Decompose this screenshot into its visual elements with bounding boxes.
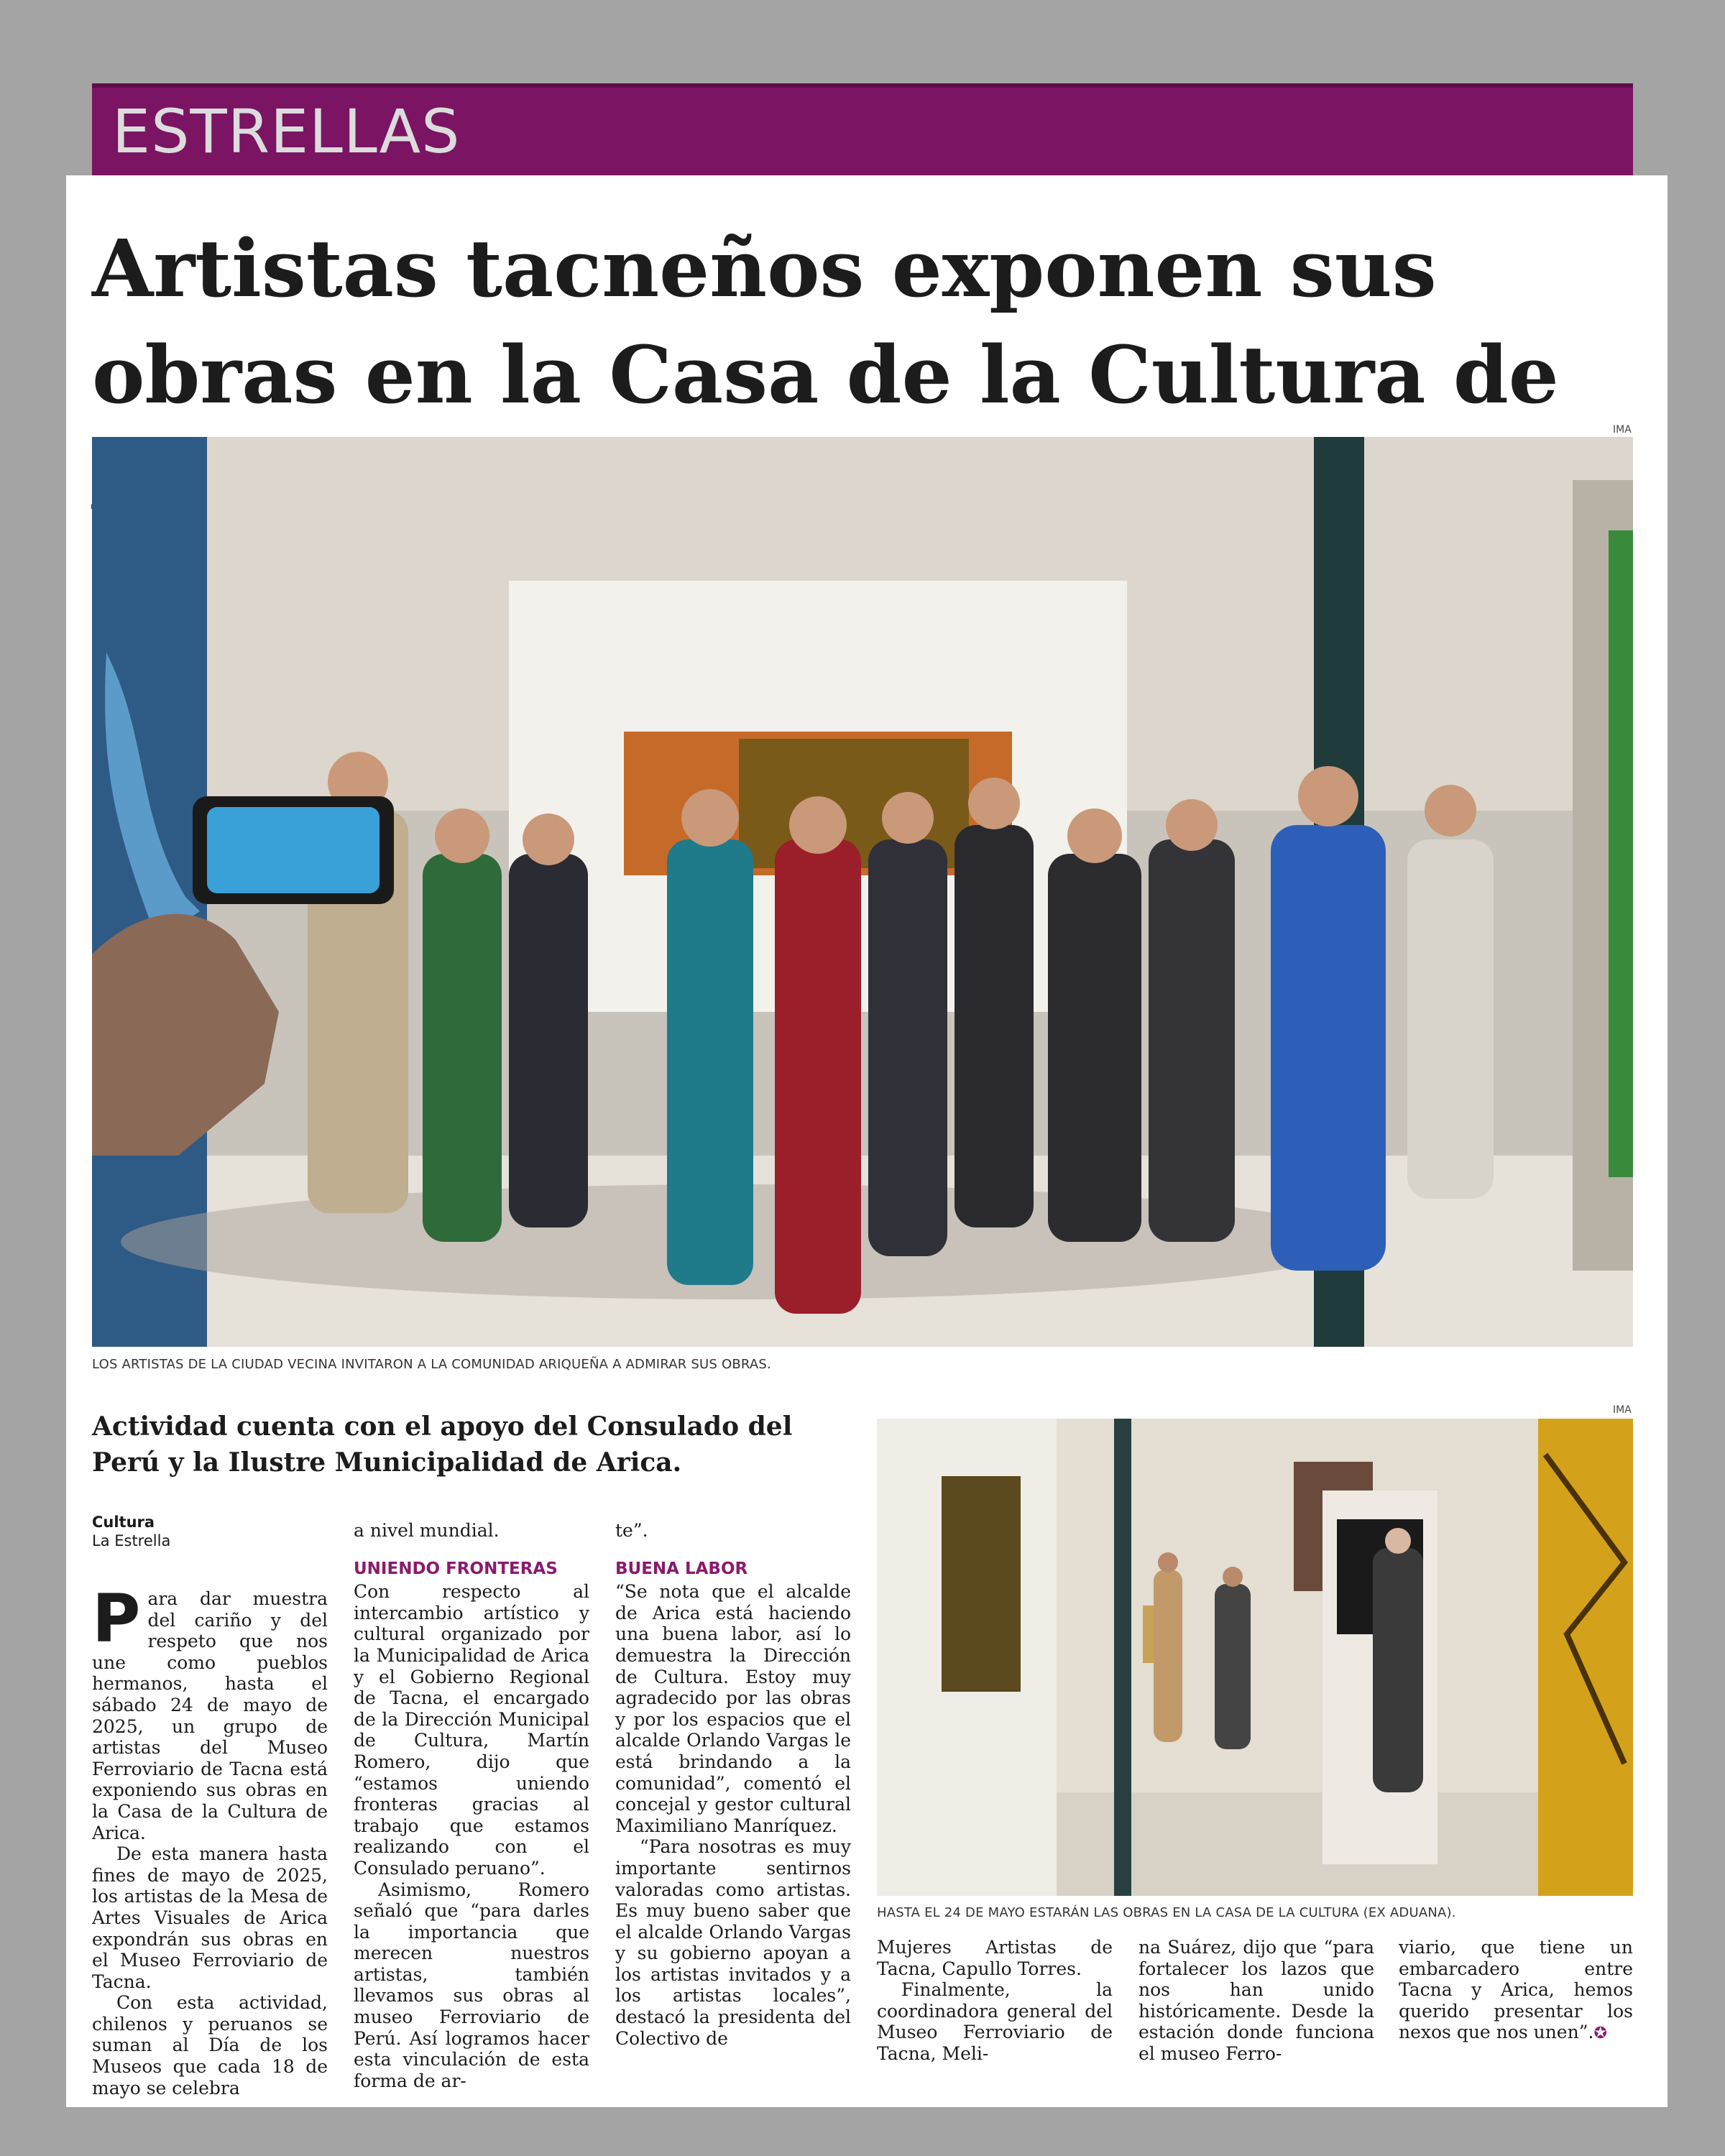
kicker-buena-labor: BUENA LABOR: [615, 1559, 748, 1578]
paragraph-text: ara dar muestra del cariño y del respeto que nos une como pueblos hermanos, hasta el sábado 24 de mayo de 2025, un grupo de artistas del Museo Ferroviario de Tacna está exponiendo sus obras en la Casa de la Cultura de Arica.: [92, 1588, 328, 1843]
paragraph: [92, 1580, 328, 1843]
article-column-4: [877, 1937, 1113, 2065]
paragraph: na Suárez, dijo que “para fortalecer los lazos que nos han unido históricamente. Desde la estación donde funciona el museo Ferro-: [1138, 1937, 1374, 2064]
paragraph-text: viario, que tiene un embarcadero entre Tacna y Arica, hemos querido presentar los nexos que nos unen”.: [1399, 1937, 1633, 2043]
paragraph: Asimismo, Romero señaló que “para darles la importancia que merecen nuestros artistas, también llevamos sus obras al museo Ferroviario de Perú. Así logramos hacer esta vinculación de esta forma de ar-: [354, 1879, 589, 2091]
byline: [92, 1513, 170, 1550]
article-column-3: [615, 1520, 851, 2049]
main-photo-caption: LOS ARTISTAS DE LA CIUDAD VECINA INVITARON A LA COMUNIDAD ARIQUEÑA A ADMIRAR SUS OBRAS.: [92, 1357, 771, 1372]
article-column-2: [354, 1520, 589, 2091]
paragraph: Con esta actividad, chilenos y peruanos se suman al Día de los Museos que cada 18 de mayo se celebra: [92, 1992, 328, 2099]
drop-cap: P: [92, 1580, 141, 1657]
kicker-uniendo-fronteras: UNIENDO FRONTERAS: [354, 1559, 558, 1578]
subhead: Actividad cuenta con el apoyo del Consulado del Perú y la Ilustre Municipalidad de Arica.: [92, 1411, 793, 1478]
paragraph: te”.: [615, 1520, 648, 1541]
main-photo-credit: IMA: [1613, 424, 1632, 436]
paragraph: a nivel mundial.: [354, 1520, 500, 1541]
paragraph: Finalmente, la coordinadora general del Museo Ferroviario de Tacna, Meli-: [877, 1979, 1113, 2064]
end-mark-icon: ✪: [1593, 2024, 1607, 2043]
byline-section: Cultura: [92, 1514, 155, 1531]
paragraph: “Para nosotras es muy importante sentirnos valoradas como artistas. Es muy bueno saber que el alcalde Orlando Vargas y su gobierno apoyan a los artistas invitados y a los artistas locales”, destacó la presidenta del Colectivo de: [615, 1836, 851, 2049]
article-column-6: [1399, 1937, 1633, 2045]
article-column-5: [1138, 1937, 1374, 2065]
section-header-bar: [92, 83, 1633, 175]
article-column-1: [92, 1580, 328, 2099]
paragraph: [1399, 1937, 1633, 2045]
paragraph: De esta manera hasta fines de mayo de 2025, los artistas de la Mesa de Artes Visuales de Arica expondrán sus obras en el Museo Ferroviario de Tacna.: [92, 1843, 328, 1992]
second-photo: [877, 1419, 1633, 1896]
section-label: ESTRELLAS: [112, 96, 461, 167]
second-photo-caption: HASTA EL 24 DE MAYO ESTARÁN LAS OBRAS EN LA CASA DE LA CULTURA (EX ADUANA).: [877, 1905, 1456, 1920]
main-photo: [92, 437, 1633, 1347]
paragraph: Mujeres Artistas de Tacna, Capullo Torres.: [877, 1937, 1113, 1979]
byline-source: La Estrella: [92, 1532, 171, 1549]
second-photo-credit: IMA: [1613, 1404, 1632, 1416]
paragraph: Con respecto al intercambio artístico y cultural organizado por la Municipalidad de Arica y el Gobierno Regional de Tacna, el encargado de la Dirección Municipal de Cultura, Martín Romero, dijo que “estamos uniendo fronteras gracias al trabajo que estamos realizando con el Consulado peruano”.: [354, 1581, 589, 1879]
paragraph: “Se nota que el alcalde de Arica está haciendo una buena labor, así lo demuestra la Dirección de Cultura. Estoy muy agradecido por las obras y por los espacios que el alcalde Orlando Vargas le está brindando a la comunidad”, comentó el concejal y gestor cultural Maximiliano Manríquez.: [615, 1581, 851, 1836]
headline: Artistas tacneños exponen sus obras en la Casa de la Cultura de: [92, 222, 1559, 421]
